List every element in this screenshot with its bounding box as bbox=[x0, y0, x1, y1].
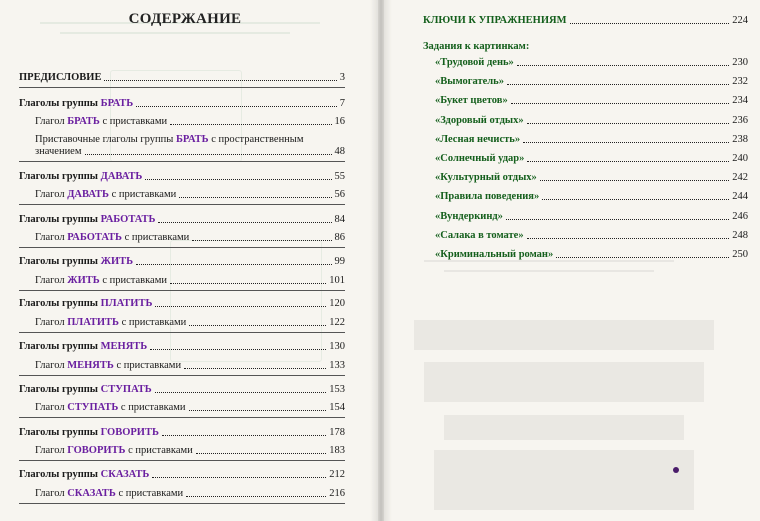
toc-entry bbox=[19, 256, 345, 268]
bleed-through-text bbox=[444, 270, 654, 272]
dot-leader bbox=[162, 435, 326, 436]
toc-page-number: 86 bbox=[334, 232, 345, 243]
toc-entry-picture-task bbox=[435, 172, 748, 184]
toc-page-number: 212 bbox=[329, 469, 345, 480]
toc-entry bbox=[19, 171, 345, 183]
toc-entry-picture-task bbox=[435, 76, 748, 88]
toc-entry-picture-task bbox=[435, 134, 748, 146]
toc-entry-label bbox=[35, 488, 183, 500]
toc-verb-keyword: СТУПАТЬ bbox=[100, 384, 152, 395]
toc-page-number: 16 bbox=[334, 116, 345, 127]
toc-page-number: 122 bbox=[329, 317, 345, 328]
toc-entry-picture-task bbox=[435, 230, 748, 242]
toc-verb-keyword: МЕНЯТЬ bbox=[67, 360, 114, 371]
toc-verb-keyword: БРАТЬ bbox=[100, 98, 134, 109]
section-divider bbox=[19, 247, 345, 248]
toc-page-number: 130 bbox=[329, 341, 345, 352]
dot-leader bbox=[523, 142, 729, 143]
toc-entry-text: ПРЕДИСЛОВИЕ bbox=[19, 72, 102, 83]
bleed-through-imprint bbox=[414, 320, 714, 350]
toc-entry-text: Глагол bbox=[35, 360, 68, 371]
toc-verb-keyword: РАБОТАТЬ bbox=[100, 214, 156, 225]
toc-page-number: 56 bbox=[334, 189, 345, 200]
toc-page-number: 224 bbox=[732, 15, 748, 26]
toc-entry-picture-task bbox=[435, 95, 748, 107]
toc-entry-text: Глагол bbox=[35, 116, 68, 127]
toc-entry-text: «Букет цветов» bbox=[435, 95, 508, 107]
toc-entry-text: Глагол bbox=[35, 275, 68, 286]
toc-heading: СОДЕРЖАНИЕ bbox=[128, 11, 242, 27]
dot-leader bbox=[152, 477, 326, 478]
toc-entry-label bbox=[35, 317, 186, 329]
toc-verb-keyword: ГОВОРИТЬ bbox=[100, 427, 159, 438]
toc-entry bbox=[35, 317, 345, 329]
dot-leader bbox=[155, 392, 327, 393]
section-label: Задания к картинкам: bbox=[423, 41, 530, 52]
toc-verb-keyword: БРАТЬ bbox=[175, 134, 209, 145]
toc-entry-label bbox=[35, 402, 186, 414]
toc-entry-text: «Вымогатель» bbox=[435, 76, 504, 88]
toc-verb-keyword: СКАЗАТЬ bbox=[67, 488, 116, 499]
section-divider bbox=[19, 503, 345, 504]
toc-entry bbox=[35, 488, 345, 500]
toc-entry-text: с приставками bbox=[118, 317, 187, 328]
dot-leader bbox=[85, 154, 332, 155]
toc-entry-text: «Лесная нечисть» bbox=[435, 133, 521, 145]
dot-leader bbox=[136, 264, 331, 265]
section-divider bbox=[19, 87, 345, 88]
toc-entry-text: Глаголы группы bbox=[19, 384, 101, 395]
toc-verb-keyword: БРАТЬ bbox=[67, 116, 100, 127]
toc-page-number: 230 bbox=[732, 57, 748, 68]
dot-leader bbox=[179, 197, 331, 198]
toc-entry-picture-task bbox=[435, 115, 748, 127]
toc-page-number: 234 bbox=[732, 95, 748, 107]
section-divider bbox=[19, 161, 345, 162]
section-divider bbox=[19, 417, 345, 418]
toc-entry-text: Глагол bbox=[35, 232, 68, 243]
toc-entry-text: «Салака в томате» bbox=[435, 229, 524, 241]
toc-entry-text: с приставками bbox=[118, 402, 186, 413]
dot-leader bbox=[196, 453, 326, 454]
toc-entry-text: с приставками bbox=[125, 445, 193, 456]
toc-entry-text: Глагол bbox=[35, 189, 68, 200]
toc-page-number: 55 bbox=[334, 171, 345, 182]
toc-page-number: 154 bbox=[329, 402, 345, 413]
dot-leader bbox=[150, 349, 326, 350]
toc-entry-label bbox=[19, 384, 152, 396]
toc-entry-text: Глаголы группы bbox=[19, 341, 101, 352]
toc-entry-text: с приставками bbox=[113, 360, 182, 371]
toc-entry-label bbox=[19, 256, 133, 268]
toc-verb-keyword: ЖИТЬ bbox=[67, 275, 100, 286]
toc-page-number: 120 bbox=[329, 298, 345, 309]
toc-page-number: 242 bbox=[732, 172, 748, 184]
dot-leader bbox=[511, 103, 730, 104]
toc-entry-text: Глаголы группы bbox=[19, 256, 101, 267]
bleed-through-imprint bbox=[434, 450, 694, 510]
toc-entry-text: Глагол bbox=[35, 445, 68, 456]
toc-page-number: 250 bbox=[732, 249, 748, 260]
toc-page-number: 240 bbox=[732, 153, 748, 164]
dot-leader bbox=[540, 180, 729, 181]
toc-page-number: 183 bbox=[329, 445, 345, 456]
toc-entry-text: «Трудовой день» bbox=[435, 57, 514, 68]
toc-entry bbox=[19, 427, 345, 439]
toc-entry-text: «Криминальный роман» bbox=[435, 249, 554, 260]
toc-entry bbox=[35, 360, 345, 372]
toc-entry-line bbox=[35, 134, 345, 146]
dot-leader bbox=[136, 106, 337, 107]
dot-leader bbox=[145, 179, 331, 180]
toc-entry-label bbox=[35, 445, 193, 457]
toc-verb-keyword: ПЛАТИТЬ bbox=[67, 317, 119, 328]
toc-entry-text: с приставками bbox=[121, 232, 190, 243]
dot-leader bbox=[542, 199, 729, 200]
toc-page-number: 48 bbox=[334, 146, 345, 157]
toc-entry bbox=[19, 98, 345, 110]
toc-entry-text: с приставками bbox=[99, 116, 168, 127]
toc-entry-picture-task bbox=[435, 57, 748, 69]
toc-page-number: 232 bbox=[732, 76, 748, 88]
toc-entry-text: Глагол bbox=[35, 317, 68, 328]
toc-verb-keyword: ГОВОРИТЬ bbox=[67, 445, 126, 456]
toc-page-number: 248 bbox=[732, 229, 748, 241]
toc-entry-label bbox=[35, 360, 181, 372]
dot-leader bbox=[189, 410, 327, 411]
toc-verb-keyword: ДАВАТЬ bbox=[67, 189, 109, 200]
toc-page-number: 238 bbox=[732, 133, 748, 145]
toc-entry bbox=[35, 189, 345, 201]
toc-entry-line bbox=[35, 146, 345, 158]
dot-leader bbox=[189, 325, 326, 326]
toc-entry-text: Приставочные глаголы группы bbox=[35, 134, 176, 145]
dot-leader bbox=[527, 123, 730, 124]
toc-entry-text: «Культурный отдых» bbox=[435, 172, 537, 184]
toc-page-number: 216 bbox=[329, 488, 345, 499]
dot-leader bbox=[570, 23, 730, 24]
toc-entry-picture-task bbox=[435, 211, 748, 223]
toc-entry bbox=[35, 232, 345, 244]
toc-verb-keyword: ДАВАТЬ bbox=[100, 171, 143, 182]
toc-entry-text: Глаголы группы bbox=[19, 469, 101, 480]
toc-entry-text: Глаголы группы bbox=[19, 214, 101, 225]
toc-page-number: 178 bbox=[329, 427, 345, 438]
toc-entry-text: «Солнечный удар» bbox=[435, 153, 525, 164]
toc-page-number: 99 bbox=[334, 256, 345, 267]
toc-verb-keyword: МЕНЯТЬ bbox=[100, 341, 148, 352]
toc-entry-label bbox=[35, 189, 176, 201]
toc-entry-text: значением bbox=[35, 146, 82, 157]
dot-leader bbox=[517, 65, 729, 66]
toc-entry-text: «Вундеркинд» bbox=[435, 210, 503, 222]
toc-entry-label bbox=[35, 232, 189, 244]
toc-entry-label bbox=[19, 427, 159, 439]
toc-entry-label bbox=[19, 98, 133, 110]
toc-page-number: 84 bbox=[334, 214, 345, 225]
toc-entry-text: Глаголы группы bbox=[19, 298, 101, 309]
section-divider bbox=[19, 290, 345, 291]
dot-leader bbox=[186, 496, 326, 497]
section-divider bbox=[19, 332, 345, 333]
toc-entry bbox=[19, 384, 345, 396]
dot-leader bbox=[170, 283, 326, 284]
dot-leader bbox=[556, 257, 729, 258]
toc-entry-text: с приставками bbox=[108, 189, 177, 200]
toc-verb-keyword: СТУПАТЬ bbox=[67, 402, 119, 413]
toc-page-number: 3 bbox=[339, 72, 345, 83]
toc-entry bbox=[35, 402, 345, 414]
toc-entry-label bbox=[19, 72, 101, 84]
toc-entry bbox=[35, 116, 345, 128]
toc-entry-label bbox=[35, 116, 167, 128]
toc-entry-text: «Правила поведения» bbox=[435, 191, 540, 203]
ink-spot bbox=[673, 467, 679, 473]
toc-entry-label bbox=[19, 298, 152, 310]
toc-entry-label bbox=[19, 469, 149, 481]
toc-page-number: 133 bbox=[329, 360, 345, 371]
toc-entry-text: Глаголы группы bbox=[19, 98, 101, 109]
bleed-through-imprint bbox=[424, 362, 704, 402]
toc-verb-keyword: ЖИТЬ bbox=[100, 256, 134, 267]
dot-leader bbox=[507, 84, 729, 85]
dot-leader bbox=[158, 222, 331, 223]
bleed-through-text bbox=[60, 32, 290, 34]
bleed-through-imprint bbox=[444, 415, 684, 440]
toc-verb-keyword: РАБОТАТЬ bbox=[67, 232, 122, 243]
toc-entry-text: «Здоровый отдых» bbox=[435, 114, 524, 126]
dot-leader bbox=[155, 306, 326, 307]
toc-page-number: 236 bbox=[732, 114, 748, 126]
dot-leader bbox=[527, 238, 730, 239]
book-gutter bbox=[370, 0, 392, 521]
toc-entry-text: с приставками bbox=[99, 275, 167, 286]
toc-entry-text: с приставками bbox=[115, 488, 184, 499]
toc-entry bbox=[19, 298, 345, 310]
toc-entry-label bbox=[19, 171, 142, 183]
toc-entry-label bbox=[19, 341, 147, 353]
toc-verb-keyword: ПЛАТИТЬ bbox=[100, 298, 153, 309]
toc-entry bbox=[19, 72, 345, 84]
dot-leader bbox=[527, 161, 729, 162]
dot-leader bbox=[506, 219, 729, 220]
section-divider bbox=[19, 204, 345, 205]
toc-entry-text: с пространственным bbox=[208, 134, 304, 145]
toc-entry bbox=[35, 275, 345, 287]
toc-page-number: 101 bbox=[329, 275, 345, 286]
toc-entry-picture-task bbox=[435, 191, 748, 203]
dot-leader bbox=[184, 368, 326, 369]
toc-entry-text: Глагол bbox=[35, 402, 68, 413]
toc-entry bbox=[35, 445, 345, 457]
toc-entry bbox=[35, 134, 345, 158]
toc-page-number: 244 bbox=[732, 191, 748, 203]
dot-leader bbox=[192, 240, 331, 241]
toc-page-number: 7 bbox=[339, 98, 345, 109]
dot-leader bbox=[104, 80, 336, 81]
toc-entry-text: Глагол bbox=[35, 488, 68, 499]
toc-entry bbox=[19, 214, 345, 226]
toc-page-number: 246 bbox=[732, 210, 748, 222]
toc-entry-text: КЛЮЧИ К УПРАЖНЕНИЯМ bbox=[423, 15, 567, 26]
toc-entry-text: Глаголы группы bbox=[19, 171, 101, 182]
toc-page-number: 153 bbox=[329, 384, 345, 395]
toc-verb-keyword: СКАЗАТЬ bbox=[100, 469, 150, 480]
toc-entry-text: Глаголы группы bbox=[19, 427, 101, 438]
section-divider bbox=[19, 375, 345, 376]
toc-entry-picture-task bbox=[435, 249, 748, 261]
toc-entry-picture-task bbox=[435, 153, 748, 165]
toc-entry-label bbox=[35, 275, 167, 287]
toc-entry-keys bbox=[423, 15, 748, 27]
toc-entry bbox=[19, 341, 345, 353]
toc-entry-label bbox=[19, 214, 155, 226]
section-divider bbox=[19, 460, 345, 461]
dot-leader bbox=[170, 124, 331, 125]
toc-entry bbox=[19, 469, 345, 481]
